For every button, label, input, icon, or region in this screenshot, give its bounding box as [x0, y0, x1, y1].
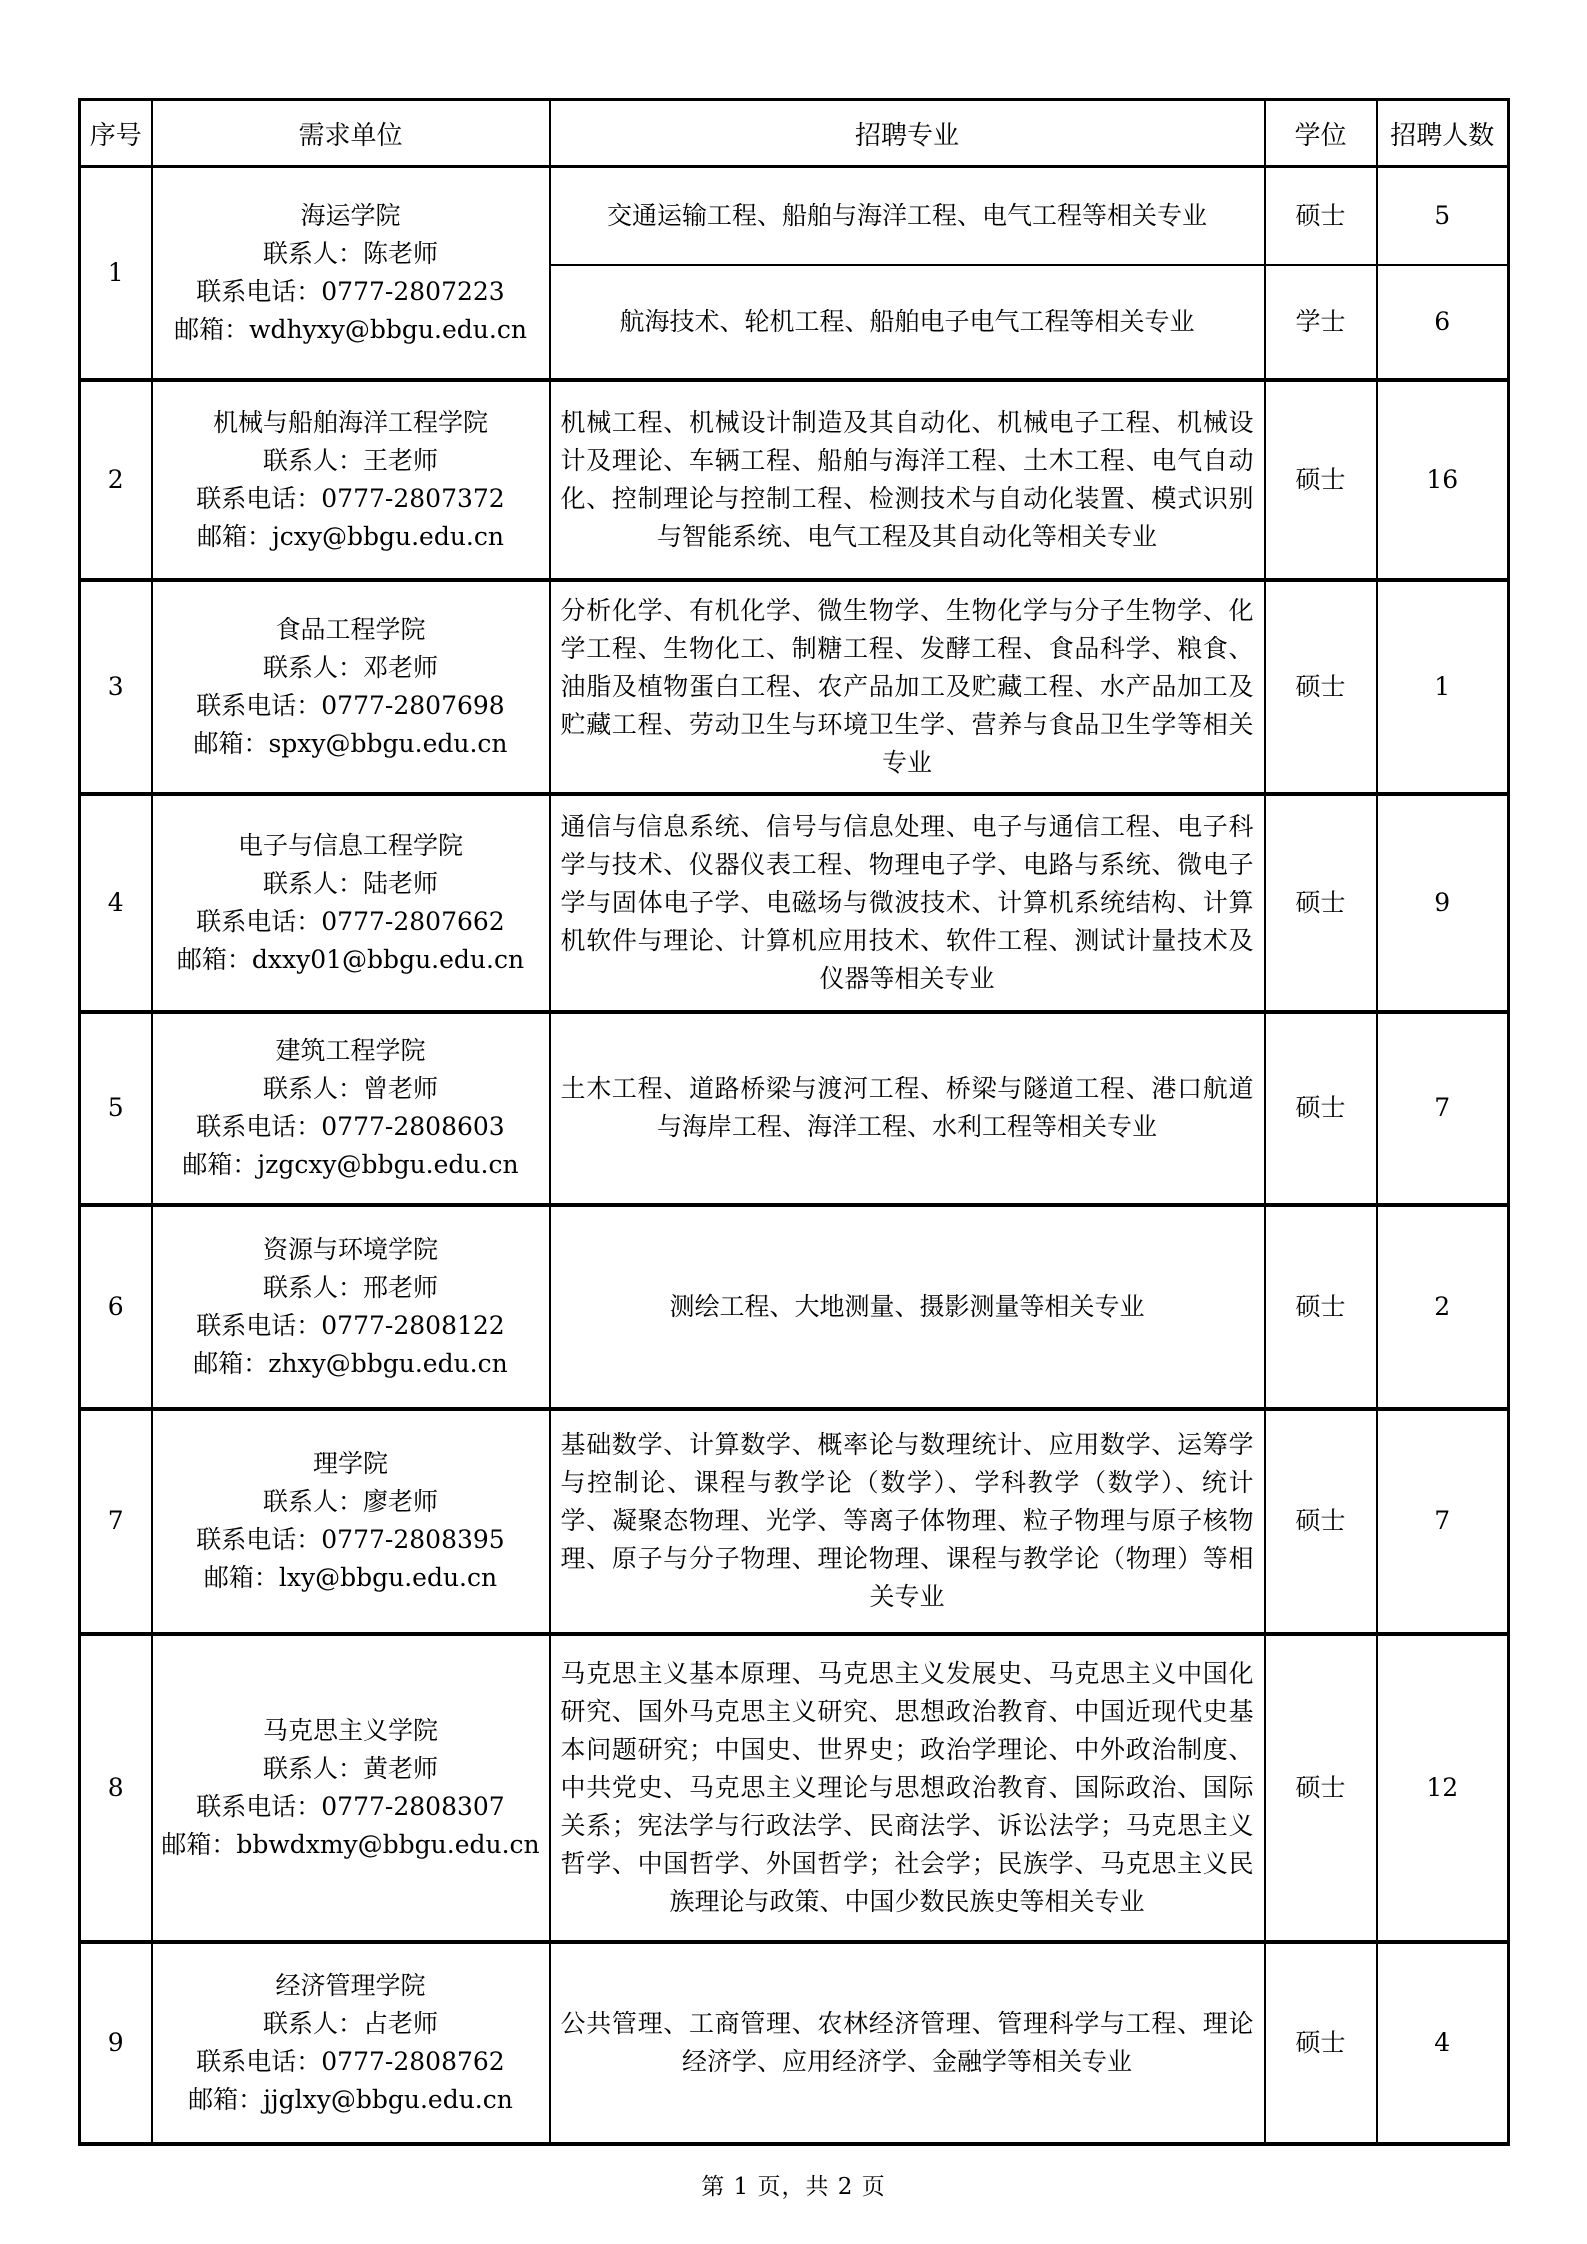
- degree-cell: 硕士: [1265, 1205, 1377, 1409]
- unit-cell: [152, 580, 550, 794]
- row-number-cell: 7: [80, 1409, 152, 1634]
- majors-cell: 马克思主义基本原理、马克思主义发展史、马克思主义中国化研究、国外马克思主义研究、思想政治教育、中国近现代史基本问题研究；中国史、世界史；政治学理论、中外政治制度、中共党史、马克思主义理论与思想政治教育、国际政治、国际关系；宪法学与行政法学、民商法学、诉讼法学；马克思主义哲学、中国哲学、外国哲学；社会学；民族学、马克思主义民族理论与政策、中国少数民族史等相关专业: [550, 1634, 1265, 1942]
- unit-cell: [152, 1409, 550, 1634]
- unit-cell: [152, 167, 550, 380]
- majors-cell: 土木工程、道路桥梁与渡河工程、桥梁与隧道工程、港口航道与海岸工程、海洋工程、水利工程等相关专业: [550, 1012, 1265, 1205]
- count-cell: 2: [1377, 1205, 1509, 1409]
- unit-name: 海运学院: [300, 200, 401, 230]
- unit-cell: [152, 1012, 550, 1205]
- degree-cell: 硕士: [1265, 1012, 1377, 1205]
- unit-name: 机械与船舶海洋工程学院: [212, 407, 488, 437]
- table-row: [80, 794, 1509, 1012]
- unit-cell: [152, 1205, 550, 1409]
- row-number-cell: 6: [80, 1205, 152, 1409]
- unit-cell: [152, 794, 550, 1012]
- unit-email: 邮箱：lxy@bbgu.edu.cn: [203, 1563, 498, 1592]
- table-row: [80, 1634, 1509, 1942]
- table-row: [80, 167, 1509, 265]
- majors-cell: 交通运输工程、船舶与海洋工程、电气工程等相关专业: [550, 167, 1265, 265]
- unit-email: 邮箱：dxxy01@bbgu.edu.cn: [176, 944, 525, 974]
- column-header: 序号: [80, 100, 152, 167]
- count-cell: 16: [1377, 380, 1509, 580]
- unit-phone: 联系电话：0777-2807372: [196, 483, 505, 513]
- column-header: 招聘人数: [1377, 100, 1509, 167]
- unit-email: 邮箱：jjglxy@bbgu.edu.cn: [188, 2084, 513, 2114]
- degree-cell: 硕士: [1265, 380, 1377, 580]
- column-header: 需求单位: [152, 100, 550, 167]
- unit-email: 邮箱：zhxy@bbgu.edu.cn: [193, 1348, 508, 1378]
- degree-cell: 硕士: [1265, 167, 1377, 265]
- unit-phone: 联系电话：0777-2808122: [196, 1310, 505, 1340]
- unit-email: 邮箱：jcxy@bbgu.edu.cn: [197, 521, 504, 551]
- unit-name: 食品工程学院: [275, 614, 426, 644]
- column-header: 学位: [1265, 100, 1377, 167]
- unit-cell: [152, 1942, 550, 2144]
- degree-cell: 硕士: [1265, 580, 1377, 794]
- count-cell: 7: [1377, 1012, 1509, 1205]
- row-number-cell: 8: [80, 1634, 152, 1942]
- row-number-cell: 5: [80, 1012, 152, 1205]
- degree-cell: 硕士: [1265, 1409, 1377, 1634]
- unit-phone: 联系电话：0777-2807662: [196, 906, 505, 936]
- unit-email: 邮箱：jzgcxy@bbgu.edu.cn: [182, 1150, 519, 1179]
- unit-email: 邮箱：bbwdxmy@bbgu.edu.cn: [161, 1829, 540, 1859]
- degree-cell: 硕士: [1265, 1634, 1377, 1942]
- row-number-cell: 9: [80, 1942, 152, 2144]
- table-row: [80, 580, 1509, 794]
- unit-name: 经济管理学院: [275, 1970, 426, 2000]
- unit-contact-person: 联系人：曾老师: [262, 1074, 438, 1103]
- unit-phone: 联系电话：0777-2808395: [196, 1525, 505, 1554]
- unit-phone: 联系电话：0777-2808762: [196, 2046, 505, 2076]
- table-row: [80, 1942, 1509, 2144]
- unit-phone: 联系电话：0777-2808307: [196, 1791, 505, 1821]
- majors-cell: 机械工程、机械设计制造及其自动化、机械电子工程、机械设计及理论、车辆工程、船舶与海洋工程、土木工程、电气自动化、控制理论与控制工程、检测技术与自动化装置、模式识别与智能系统、电气工程及其自动化等相关专业: [550, 380, 1265, 580]
- table-row: [80, 1205, 1509, 1409]
- unit-name: 资源与环境学院: [262, 1234, 438, 1264]
- majors-cell: 航海技术、轮机工程、船舶电子电气工程等相关专业: [550, 265, 1265, 380]
- unit-contact-person: 联系人：占老师: [262, 2008, 438, 2038]
- majors-cell: 通信与信息系统、信号与信息处理、电子与通信工程、电子科学与技术、仪器仪表工程、物理电子学、电路与系统、微电子学与固体电子学、电磁场与微波技术、计算机系统结构、计算机软件与理论、计算机应用技术、软件工程、测试计量技术及仪器等相关专业: [550, 794, 1265, 1012]
- row-number-cell: 3: [80, 580, 152, 794]
- degree-cell: 硕士: [1265, 1942, 1377, 2144]
- page-footer: 第 1 页，共 2 页: [701, 2174, 886, 2200]
- row-number-cell: 1: [80, 167, 152, 380]
- degree-cell: 硕士: [1265, 794, 1377, 1012]
- unit-cell: [152, 1634, 550, 1942]
- unit-email: 邮箱：spxy@bbgu.edu.cn: [193, 728, 508, 758]
- row-number-cell: 2: [80, 380, 152, 580]
- unit-contact-person: 联系人：黄老师: [262, 1753, 438, 1783]
- majors-cell: 基础数学、计算数学、概率论与数理统计、应用数学、运筹学与控制论、课程与教学论（数学）、学科教学（数学）、统计学、凝聚态物理、光学、等离子体物理、粒子物理与原子核物理、原子与分子物理、理论物理、课程与教学论（物理）等相关专业: [550, 1409, 1265, 1634]
- count-cell: 7: [1377, 1409, 1509, 1634]
- unit-contact-person: 联系人：廖老师: [262, 1487, 438, 1516]
- table-row: [80, 1409, 1509, 1634]
- unit-phone: 联系电话：0777-2808603: [196, 1112, 505, 1141]
- row-number-cell: 4: [80, 794, 152, 1012]
- unit-contact-person: 联系人：王老师: [262, 445, 438, 475]
- unit-contact-person: 联系人：邢老师: [262, 1272, 438, 1302]
- unit-name: 马克思主义学院: [262, 1715, 438, 1745]
- table-header: [80, 100, 1509, 167]
- count-cell: 5: [1377, 167, 1509, 265]
- table-row: [80, 1012, 1509, 1205]
- header-row: [80, 100, 1509, 167]
- unit-email: 邮箱：wdhyxy@bbgu.edu.cn: [174, 314, 527, 344]
- unit-name: 理学院: [312, 1449, 388, 1478]
- unit-name: 电子与信息工程学院: [237, 830, 463, 860]
- count-cell: 9: [1377, 794, 1509, 1012]
- count-cell: 6: [1377, 265, 1509, 380]
- majors-cell: 公共管理、工商管理、农林经济管理、管理科学与工程、理论经济学、应用经济学、金融学等相关专业: [550, 1942, 1265, 2144]
- majors-cell: 分析化学、有机化学、微生物学、生物化学与分子生物学、化学工程、生物化工、制糖工程、发酵工程、食品科学、粮食、油脂及植物蛋白工程、农产品加工及贮藏工程、水产品加工及贮藏工程、劳动卫生与环境卫生学、营养与食品卫生学等相关专业: [550, 580, 1265, 794]
- unit-contact-person: 联系人：陆老师: [262, 868, 438, 898]
- count-cell: 12: [1377, 1634, 1509, 1942]
- unit-name: 建筑工程学院: [275, 1036, 426, 1065]
- unit-contact-person: 联系人：陈老师: [262, 238, 438, 268]
- unit-contact-person: 联系人：邓老师: [262, 652, 438, 682]
- degree-cell: 学士: [1265, 265, 1377, 380]
- unit-cell: [152, 380, 550, 580]
- column-header: 招聘专业: [550, 100, 1265, 167]
- recruitment-table: [78, 98, 1510, 2146]
- unit-phone: 联系电话：0777-2807223: [196, 276, 505, 306]
- unit-phone: 联系电话：0777-2807698: [196, 690, 505, 720]
- count-cell: 4: [1377, 1942, 1509, 2144]
- table-row: [80, 380, 1509, 580]
- count-cell: 1: [1377, 580, 1509, 794]
- majors-cell: 测绘工程、大地测量、摄影测量等相关专业: [550, 1205, 1265, 1409]
